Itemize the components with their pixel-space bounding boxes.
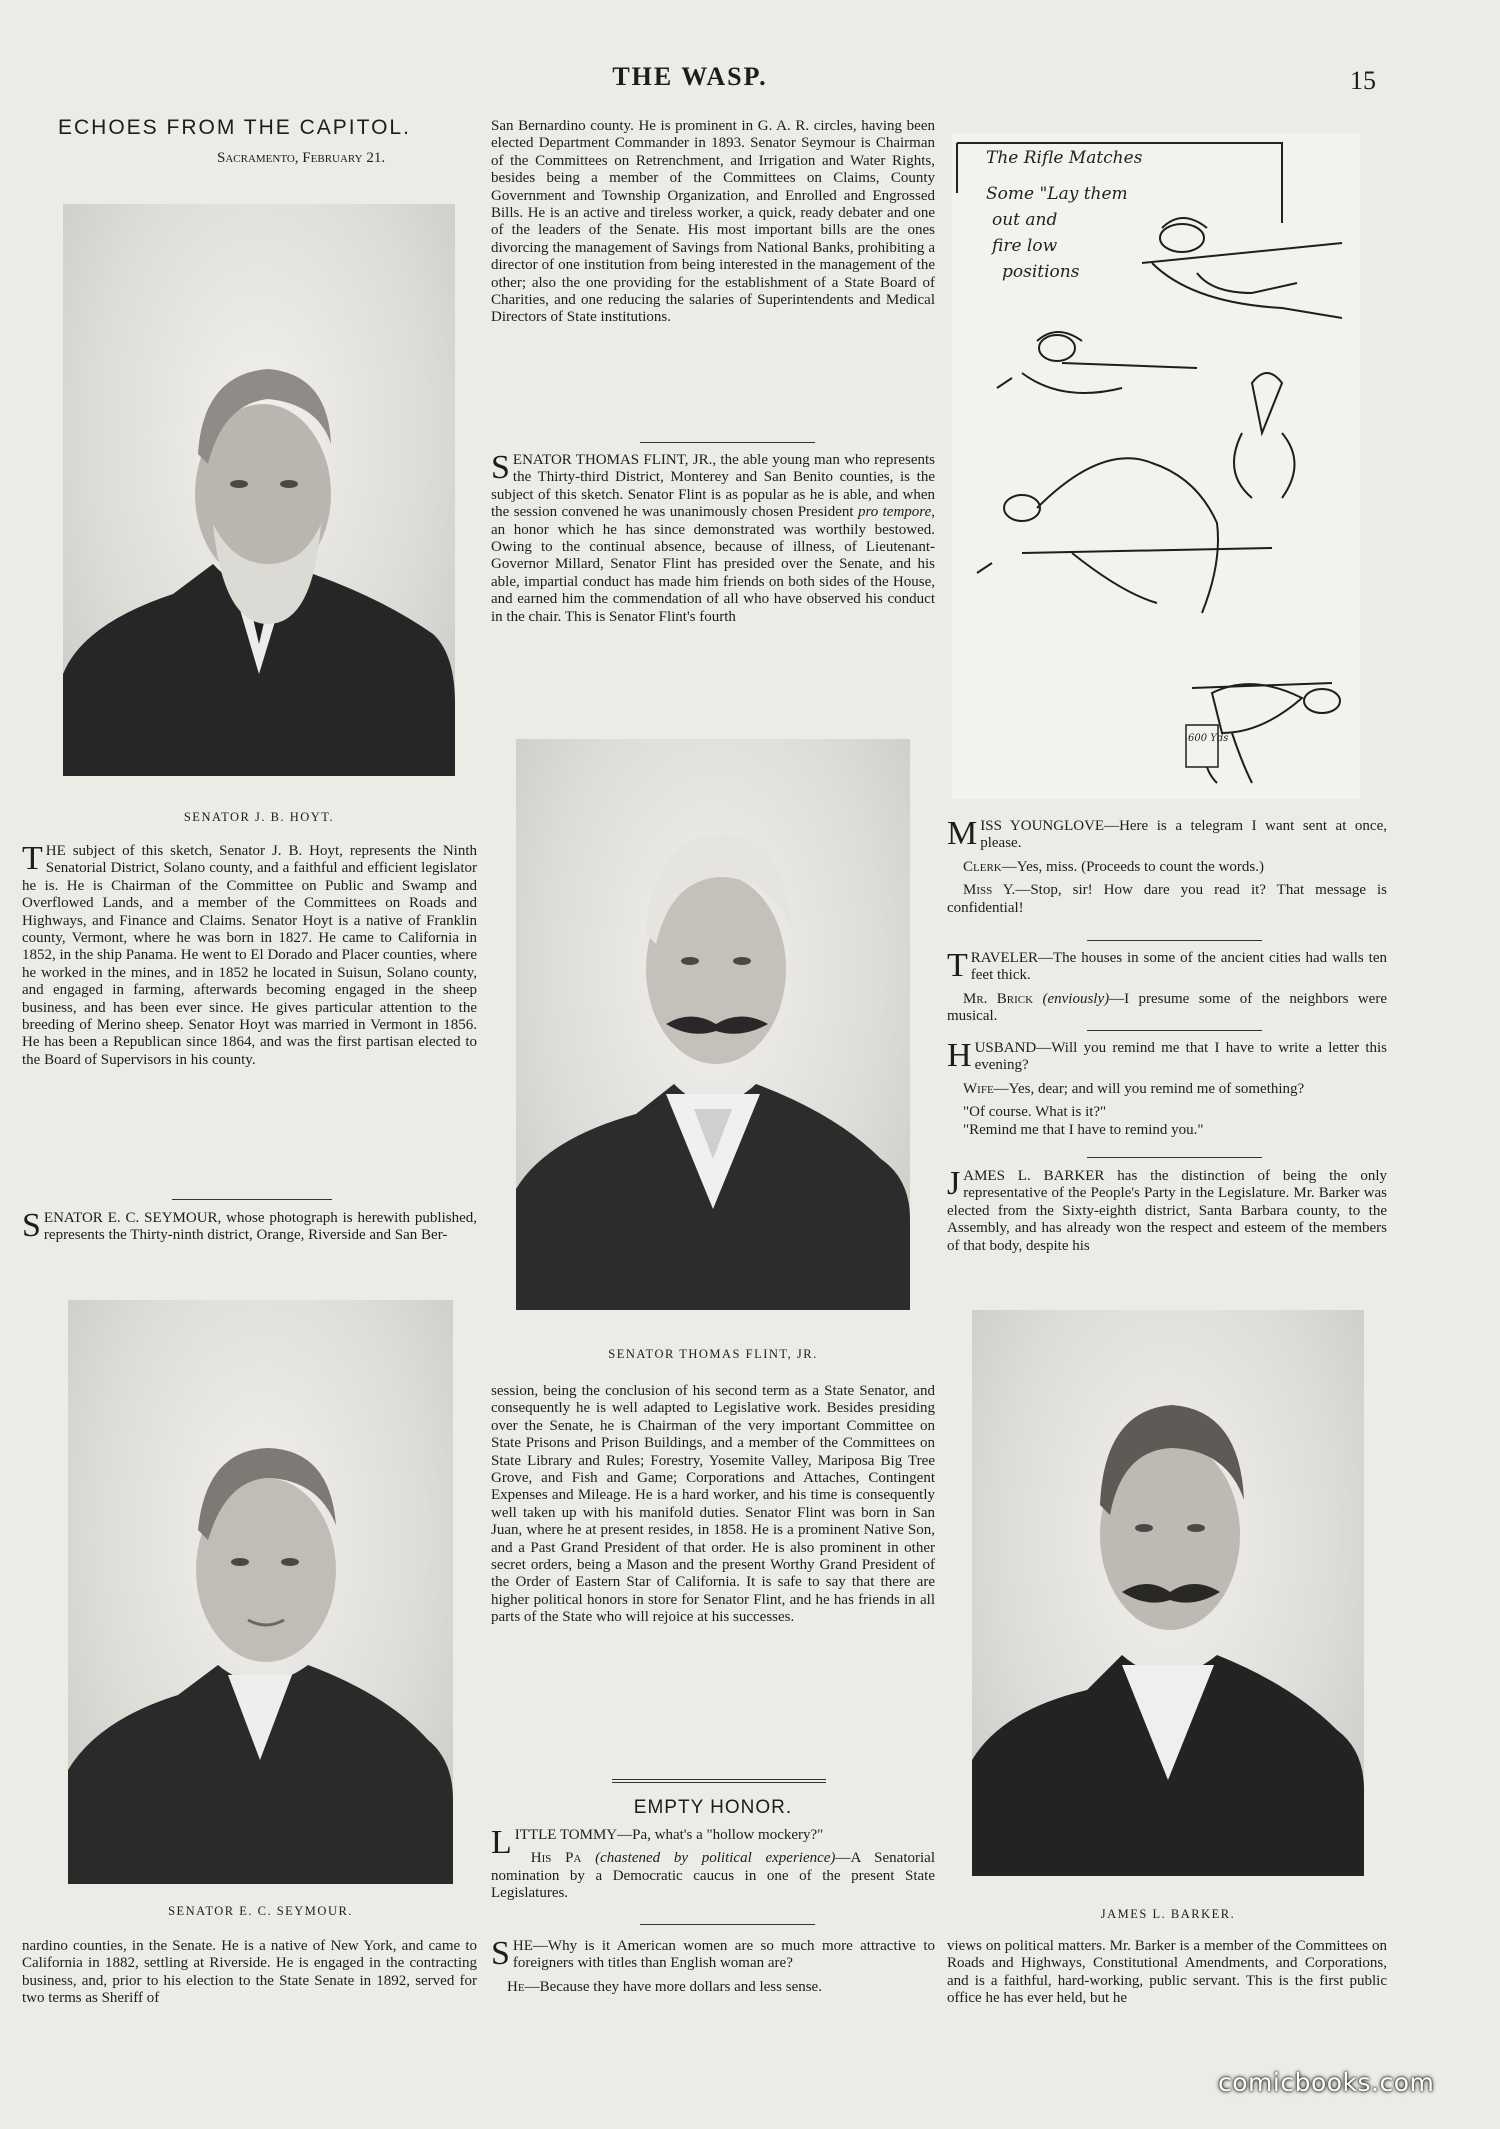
- he-line: —Because they have more dollars and less sense.: [524, 1978, 822, 1995]
- tommy-line: ITTLE TOMMY—Pa, what's a "hollow mockery?": [514, 1827, 824, 1843]
- divider: [1087, 1030, 1262, 1031]
- barker-text: AMES L. BARKER has the distinction of being the only representative of the People's Party in the Legislature. Mr. Barker was elected from the Sixty-eighth district, Santa Barbara county, to the Assembly, and has already won the respect and esteem of the members of that body, despite his: [947, 1168, 1387, 1254]
- article-hoyt: [22, 843, 477, 1193]
- divider-double: [612, 1779, 826, 1783]
- brick-italic: (enviously): [1042, 990, 1110, 1007]
- traveler-line: RAVELER—The houses in some of the ancient cities had walls ten feet thick.: [970, 950, 1387, 984]
- watermark-logo: comicbooks.com: [1218, 2068, 1435, 2097]
- dropcap: M: [947, 818, 978, 852]
- divider: [640, 1924, 815, 1925]
- joke-husband: [947, 1040, 1387, 1152]
- seymour-col2-text: San Bernardino county. He is prominent in G. A. R. circles, having been elected Department Commander in 1893. Senator Seymour is Chairman of the Committees on Retrenchment, and Irrigation and Water Rights, besides being a member of the Committees on Claims, County Government and Township Organization, and Enrolled and Engrossed Bills. He is an active and tireless worker, a quick, ready debater and one of the leaders of the Senate. His most important bills are the ones divorcing the management of Savings from National Banks, prohibiting a director of one institution from being interested in the management of the other; also the one providing for the establishment of a State Board of Charities, and one reducing the salaries of Superintendents and Medical Directors of State institutions.: [491, 118, 935, 326]
- portrait-seymour: [68, 1300, 453, 1884]
- masthead-title: THE WASP.: [612, 62, 768, 91]
- clerk-speaker: Clerk: [963, 858, 1002, 875]
- younglove-line: ISS YOUNGLOVE—Here is a telegram I want sent at once, please.: [980, 818, 1387, 852]
- heading-empty-honor: EMPTY HONOR.: [633, 1797, 793, 1818]
- article-seymour-col2: [491, 118, 935, 433]
- article-barker: [947, 1168, 1387, 1283]
- he-speaker: He: [507, 1978, 525, 1995]
- dateline: Sacramento, February 21.: [217, 150, 386, 166]
- dropcap: S: [491, 1938, 510, 1972]
- missy-speaker: Miss Y.: [963, 882, 1016, 899]
- barker-cont: views on political matters. Mr. Barker is a member of the Committees on Roads and Highways, Constitutional Amendments, and Corporations, and is a faithful, hard-working, public servant. This is the first public office he has ever held, but he: [947, 1938, 1387, 2007]
- section-title: ECHOES FROM THE CAPITOL.: [58, 116, 411, 139]
- caption-hoyt: SENATOR J. B. HOYT.: [183, 810, 335, 824]
- caption-flint: SENATOR THOMAS FLINT, JR.: [608, 1347, 818, 1361]
- dropcap: J: [947, 1168, 961, 1202]
- seymour-cont: nardino counties, in the Senate. He is a native of New York, and came to California in 1882, settling at Riverside. He is engaged in the contracting business, and, prior to his election to the State Senate in 1892, served for two terms as Sheriff of: [22, 1938, 477, 2007]
- cartoon-caption-line-2: out and: [992, 210, 1058, 230]
- joke-younglove: [947, 818, 1387, 936]
- joke-she: [491, 1938, 935, 2033]
- husband-line: USBAND—Will you remind me that I have to write a letter this evening?: [974, 1040, 1387, 1074]
- flint-text-b: , an honor which he has since demonstrated was worthily bestowed. Owing to the continual absence, because of illness, of Lieutenant-Governor Millard, Senator Flint has presided over the Senate, and his able, impartial conduct has made him friends on both sides of the House, and earned him the commendation of all who have observed his conduct in the chair. This is Senator Flint's fourth: [491, 504, 935, 625]
- clerk-line: —Yes, miss. (Proceeds to count the words.): [1001, 858, 1264, 875]
- cartoon-rifle-matches: [952, 133, 1360, 799]
- she-line: HE—Why is it American women are so much more attractive to foreigners with titles than English woman are?: [512, 1938, 935, 1972]
- dropcap: S: [22, 1210, 41, 1244]
- cartoon-caption-line-3: fire low: [992, 236, 1058, 256]
- portrait-hoyt: [63, 204, 455, 776]
- article-seymour-start: [22, 1210, 477, 1270]
- seymour-text: ENATOR E. C. SEYMOUR, whose photograph is herewith published, represents the Thirty-ninth district, Orange, Riverside and San Ber-: [43, 1210, 477, 1244]
- pa-italic: (chastened by political experience): [595, 1850, 836, 1867]
- dropcap: L: [491, 1827, 512, 1861]
- article-flint-cont: [491, 1383, 935, 1773]
- pa-speaker: His Pa: [530, 1850, 582, 1867]
- missy-line: —Stop, sir! How dare you read it? That message is confidential!: [947, 882, 1387, 916]
- target-label: 600 Yds: [1188, 733, 1229, 744]
- dropcap: H: [947, 1040, 972, 1074]
- cartoon-title: The Rifle Matches: [986, 148, 1143, 168]
- hoyt-text: HE subject of this sketch, Senator J. B. Hoyt, represents the Ninth Senatorial District, Solano county, and a faithful and efficient legislator he is. He is Chairman of the Committee on Public and Swamp and Overflowed Lands, and a member of the Committees on Roads and Highways, and Finance and Claims. Senator Hoyt is a native of Franklin county, Vermont, where he was born in 1827. He came to California in 1852, in the ship Panama. He went to El Dorado and Placer counties, where he worked in the mines, and in 1852 he located in Suisun, Solano county, and engaged in farming, afterwards becoming engaged in the sheep business, and has been ever since. He gives particular attention to the breeding of Merino sheep. Senator Hoyt was married in Vermont in 1856. He has been a Republican since 1864, and was the first partisan elected to the Board of Supervisors in his county.: [22, 843, 477, 1068]
- article-barker-cont: [947, 1938, 1387, 2033]
- flint-cont: session, being the conclusion of his second term as a State Senator, and consequently he is well adapted to Legislative work. Besides presiding over the Senate, he is Chairman of the very important Committee on State Prisons and Prison Buildings, and a member of the Committees on State Library and Rules; Forestry, Yosemite Valley, Mariposa Big Tree Grove, and Fish and Game; Corporations and Attaches, Contingent Expenses and Mileage. He is a hard worker, and his time is consequently well taken up with his manifold duties. Senator Flint was born in San Juan, where he at present resides, in 1858. He is a prominent Native Son, and a Past Grand President of that order. He is also prominent in other secret orders, being a Mason and the present Worthy Grand President of the Order of Eastern Star of California. It is safe to say that there are higher political honors in store for Senator Flint, and he has friends in all parts of the State who will rejoice at his successes.: [491, 1383, 935, 1626]
- divider: [1087, 1157, 1262, 1158]
- divider: [172, 1199, 332, 1200]
- joke-traveler: [947, 950, 1387, 1032]
- caption-barker: JAMES L. BARKER.: [1100, 1907, 1236, 1921]
- article-seymour-cont: [22, 1938, 477, 2033]
- cartoon-caption-line-4: positions: [1002, 262, 1080, 282]
- brick-line: —I presume some of the neighbors were musical.: [947, 990, 1387, 1025]
- divider: [1087, 940, 1262, 941]
- flint-italic: pro tempore: [857, 504, 932, 521]
- wife-line: —Yes, dear; and will you remind me of something?: [993, 1080, 1305, 1097]
- brick-speaker: Mr. Brick: [963, 990, 1034, 1007]
- cartoon-caption-line-1: Some "Lay them: [986, 184, 1128, 204]
- caption-seymour: SENATOR E. C. SEYMOUR.: [168, 1904, 353, 1918]
- portrait-barker: [972, 1310, 1364, 1876]
- portrait-flint: [516, 739, 910, 1310]
- joke-tommy: [491, 1827, 935, 1922]
- dropcap: T: [22, 843, 43, 877]
- dropcap: S: [491, 452, 510, 486]
- husband-reply: "Of course. What is it?": [963, 1104, 1107, 1121]
- wife-reply: "Remind me that I have to remind you.": [963, 1121, 1204, 1138]
- flint-text-a: ENATOR THOMAS FLINT, JR., the able young man who represents the Thirty-third District, Monterey and San Benito counties, is the subject of this sketch. Senator Flint is as popular as he is able, and when the session convened he was unanimously chosen President: [491, 452, 935, 521]
- page-number: 15: [1350, 66, 1376, 95]
- divider: [640, 442, 815, 443]
- dropcap: T: [947, 950, 968, 984]
- article-flint: [491, 452, 935, 714]
- pa-text: —A Senatorial nomination by a Democratic caucus in one of the present State Legislatures.: [491, 1850, 935, 1902]
- wife-speaker: Wife: [963, 1080, 994, 1097]
